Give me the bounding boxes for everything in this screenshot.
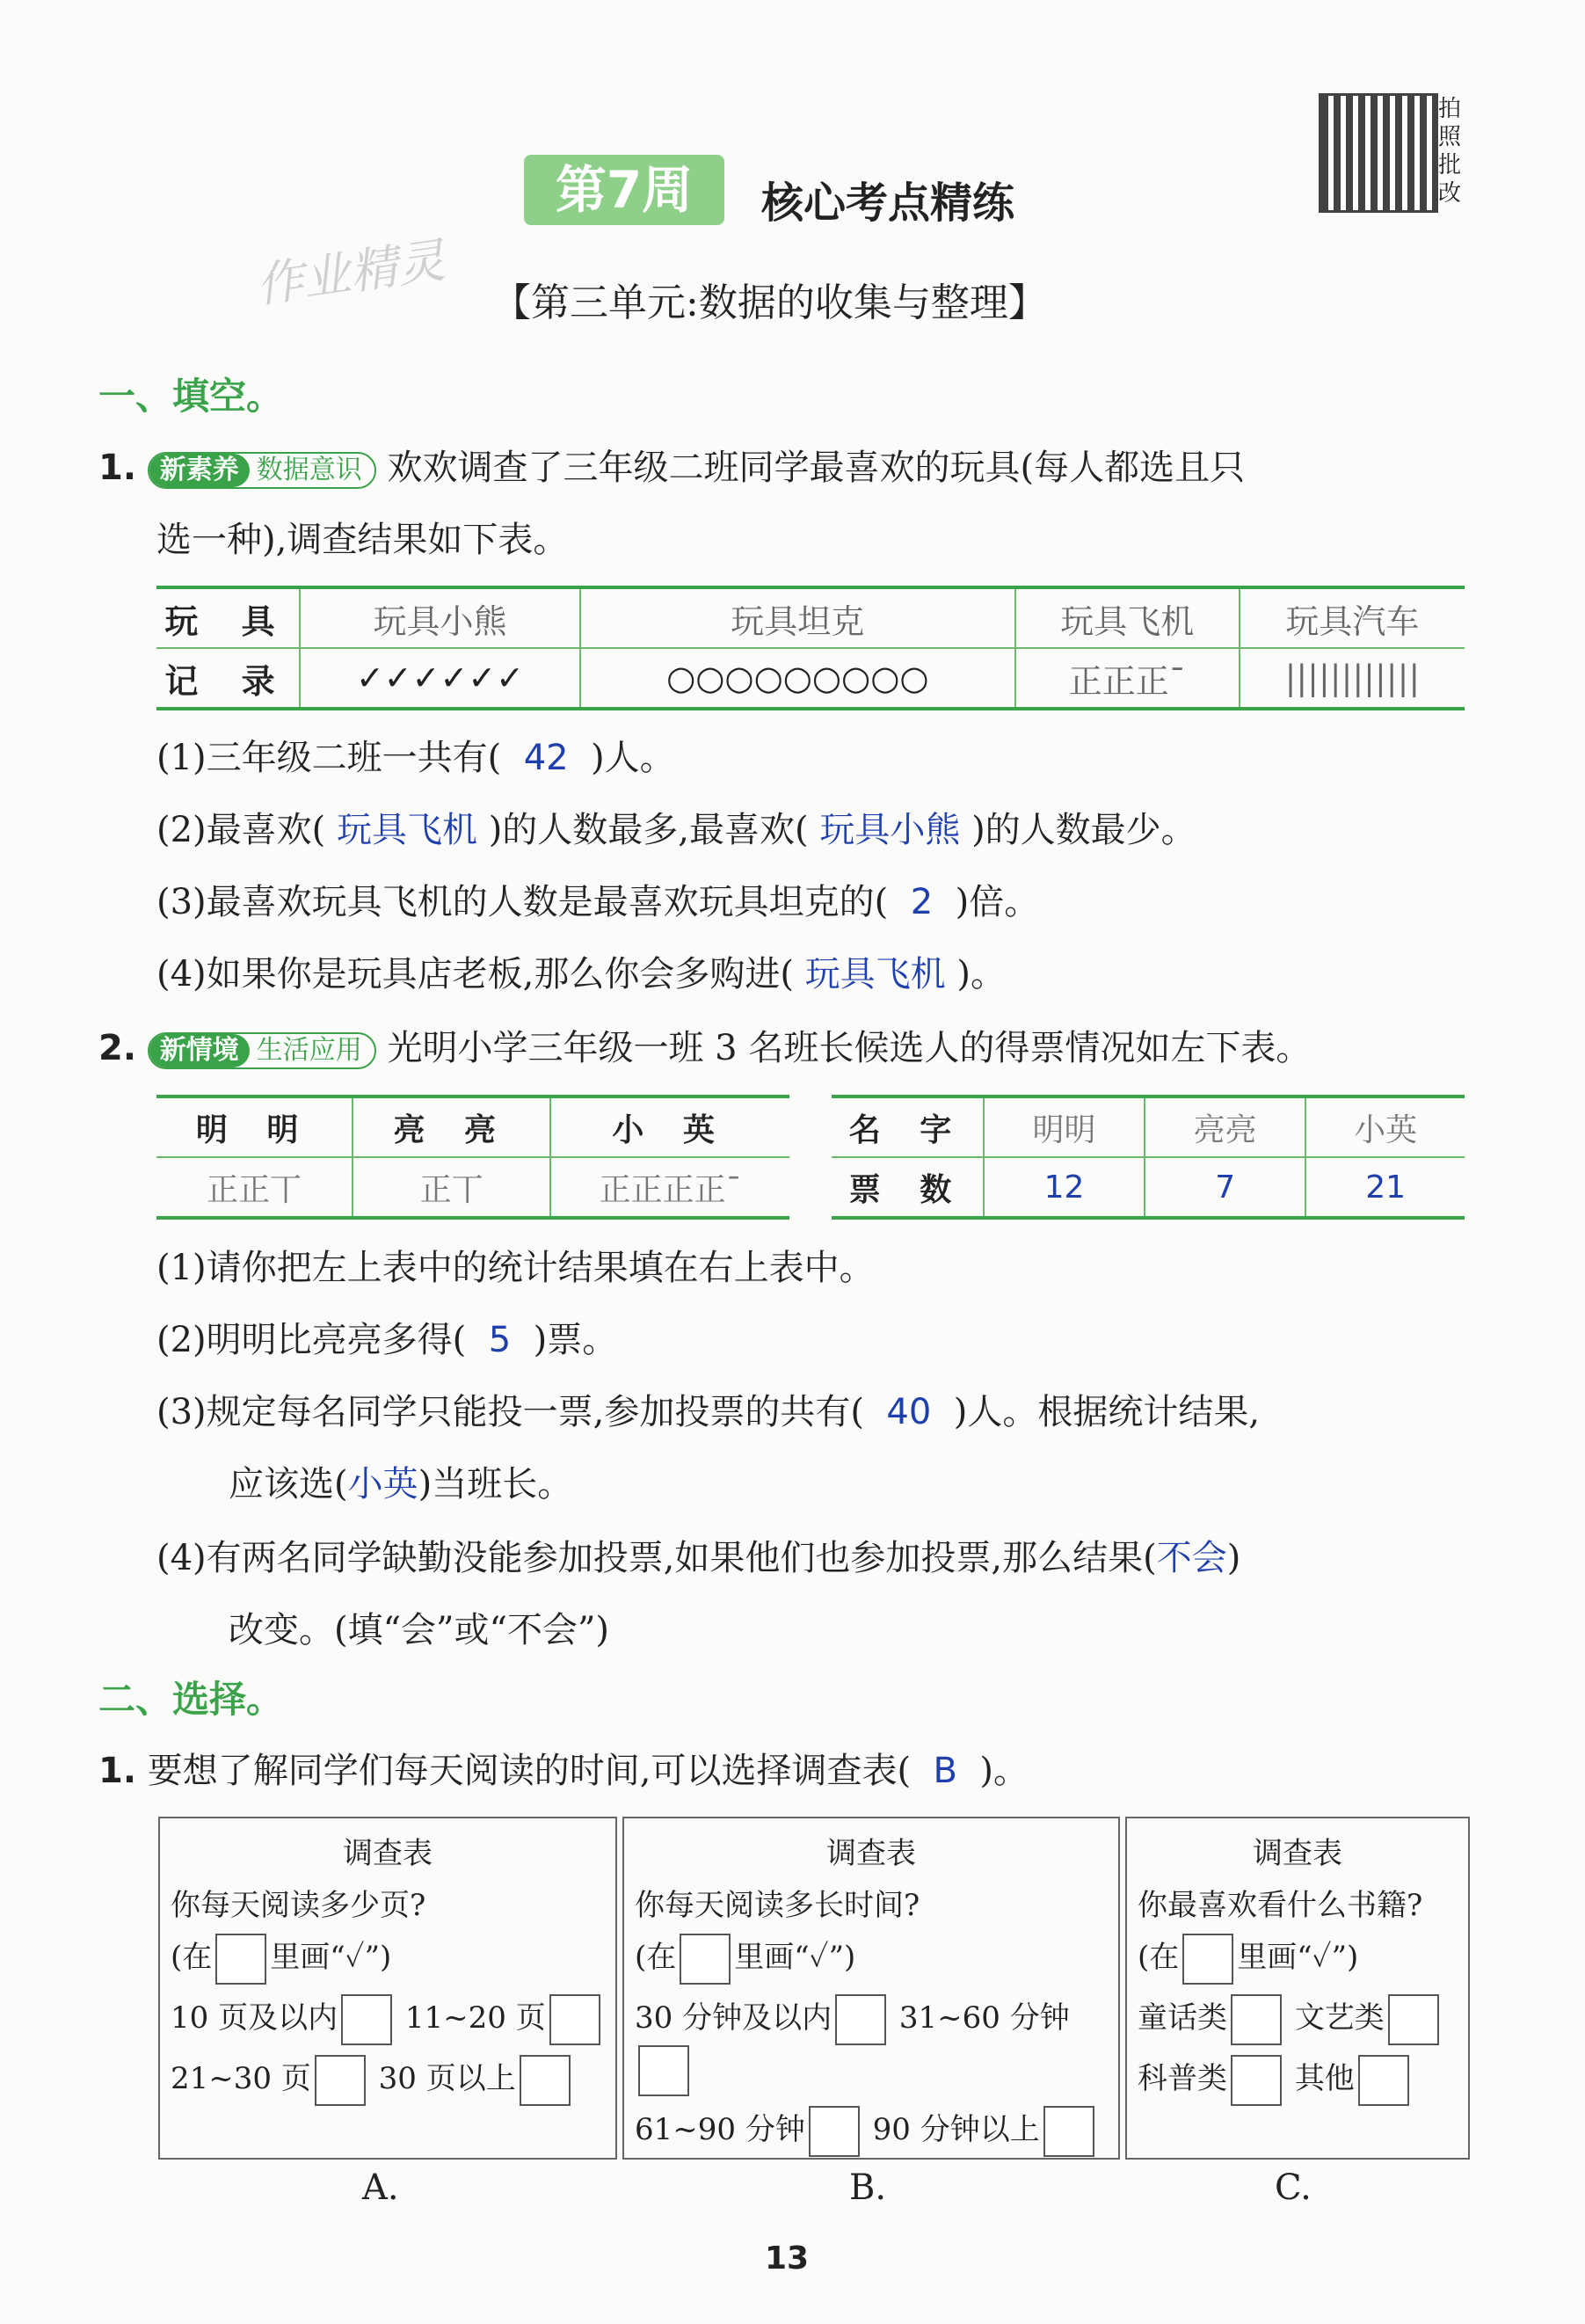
checkbox-icon <box>1231 2055 1282 2106</box>
candidate-name: 亮 亮 <box>353 1096 550 1157</box>
survey-question: 你每天阅读多少页? <box>171 1888 426 1923</box>
answer: 小英 <box>347 1464 418 1504</box>
checkbox-icon <box>835 1994 886 2045</box>
toy-record: ○○○○○○○○○ <box>580 648 1015 709</box>
survey-choices: 21~30 页 30 页以上 <box>171 2054 615 2106</box>
toy-name: 玩具小熊 <box>300 587 580 648</box>
vote-count: 7 <box>1145 1157 1305 1218</box>
survey-question: 你最喜欢看什么书籍? <box>1138 1888 1423 1923</box>
vote-count: 12 <box>984 1157 1145 1218</box>
survey-title: 调查表 <box>1253 1836 1342 1871</box>
toy-record: 正正正¯ <box>1015 648 1240 709</box>
vote-table-count-label: 票 数 <box>832 1157 984 1218</box>
candidate-tally: 正正正正¯ <box>550 1157 789 1218</box>
section2-title: 二、选择。 <box>98 1678 284 1721</box>
answer: 玩具小熊 <box>819 810 961 850</box>
page-title: 核心考点精练 <box>761 178 1015 228</box>
q1-sub1: (1)三年级二班一共有( 42 )人。 <box>156 738 675 778</box>
toy-name: 玩具飞机 <box>1015 587 1240 648</box>
candidate-name: 小 英 <box>550 1096 789 1157</box>
q2-tag-sub: 生活应用 <box>256 1035 362 1066</box>
survey-hint: (在 里画“✓”) <box>635 1933 1118 1985</box>
answer: B <box>933 1751 957 1791</box>
q1-line2: 选一种),调查结果如下表。 <box>156 520 569 560</box>
section1-title: 一、填空。 <box>98 375 284 418</box>
checkbox-icon <box>1182 1934 1233 1985</box>
tally-table <box>156 1095 789 1220</box>
toy-table-header-label: 玩 具 <box>156 587 300 648</box>
q2-tag <box>148 1032 376 1069</box>
vote-name: 明明 <box>984 1096 1145 1157</box>
checkbox-icon <box>809 2106 860 2157</box>
toy-record: ✓✓✓✓✓✓ <box>300 648 580 709</box>
survey-choices: 10 页及以内 11~20 页 <box>171 1993 615 2045</box>
q2-tag-main: 新情境 <box>149 1034 250 1067</box>
checkbox-icon <box>1388 1994 1439 2045</box>
survey-title: 调查表 <box>343 1836 433 1871</box>
survey-hint: (在 里画“✓”) <box>1138 1933 1468 1985</box>
toy-record: |||||||||||| <box>1240 648 1465 709</box>
q1-text1: 欢欢调查了三年级二班同学最喜欢的玩具(每人都选且只 <box>387 448 1246 488</box>
q2-number: 2. <box>98 1028 137 1068</box>
q2-line1 <box>98 1020 1311 1070</box>
toy-name: 玩具汽车 <box>1240 587 1465 648</box>
page-number: 13 <box>765 2240 810 2277</box>
answer: 玩具飞机 <box>336 810 477 850</box>
checkbox-icon <box>315 2055 366 2106</box>
q1-line1 <box>98 440 1245 490</box>
q1-tag-main: 新素养 <box>149 454 250 487</box>
checkbox-icon <box>520 2055 571 2106</box>
q1-sub3: (3)最喜欢玩具飞机的人数是最喜欢玩具坦克的( 2 )倍。 <box>156 882 1040 922</box>
checkbox-icon <box>1043 2106 1094 2157</box>
q1-number: 1. <box>98 448 137 488</box>
qr-side-text: 拍照批改 <box>1438 96 1462 207</box>
option-label-b: B. <box>849 2167 887 2208</box>
survey-choices: 童话类 文艺类 <box>1138 1993 1468 2045</box>
option-label-c: C. <box>1275 2167 1312 2208</box>
toy-table <box>156 586 1465 710</box>
answer: 不会 <box>1156 1538 1227 1578</box>
checkbox-icon <box>680 1934 731 1985</box>
answer: 42 <box>523 738 569 778</box>
checkbox-icon <box>1358 2055 1409 2106</box>
q1-tag-sub: 数据意识 <box>256 455 362 485</box>
vote-name: 小英 <box>1305 1096 1465 1157</box>
option-label-a: A. <box>362 2167 399 2208</box>
checkbox-icon <box>341 1994 392 2045</box>
survey-option-a <box>158 1817 617 2160</box>
answer: 40 <box>886 1392 932 1432</box>
answer: 玩具飞机 <box>804 954 946 994</box>
q2-sub2: (2)明明比亮亮多得( 5 )票。 <box>156 1320 618 1360</box>
survey-option-c <box>1125 1817 1470 2160</box>
toy-table-record-label: 记 录 <box>156 648 300 709</box>
q2-sub1: (1)请你把左上表中的统计结果填在右上表中。 <box>156 1248 875 1288</box>
vote-table <box>832 1095 1465 1220</box>
q2-sub4: (4)有两名同学缺勤没能参加投票,如果他们也参加投票,那么结果(不会) <box>156 1538 1241 1578</box>
q2-text: 光明小学三年级一班 3 名班长候选人的得票情况如左下表。 <box>387 1028 1312 1068</box>
answer: 5 <box>488 1320 512 1360</box>
survey-choices: 30 分钟及以内 31~60 分钟 <box>635 1993 1118 2096</box>
week-badge: 第7周 <box>524 155 724 225</box>
checkbox-icon <box>215 1934 266 1985</box>
survey-hint: (在 里画“✓”) <box>171 1933 615 1985</box>
q1-tag <box>148 452 376 489</box>
candidate-name: 明 明 <box>156 1096 353 1157</box>
checkbox-icon <box>638 2045 689 2096</box>
vote-table-name-label: 名 字 <box>832 1096 984 1157</box>
candidate-tally: 正丅 <box>353 1157 550 1218</box>
survey-option-b <box>622 1817 1120 2160</box>
survey-question: 你每天阅读多长时间? <box>635 1888 920 1923</box>
q2-sub4b: 改变。(填“会”或“不会”) <box>229 1610 610 1650</box>
candidate-tally: 正正丅 <box>156 1157 353 1218</box>
checkbox-icon <box>1231 1994 1282 2045</box>
s2-q1: 1. 要想了解同学们每天阅读的时间,可以选择调查表( B )。 <box>98 1751 1029 1791</box>
survey-choices: 61~90 分钟 90 分钟以上 <box>635 2105 1118 2157</box>
checkbox-icon <box>549 1994 600 2045</box>
survey-choices: 科普类 其他 <box>1138 2054 1468 2106</box>
answer: 2 <box>910 882 934 922</box>
vote-count: 21 <box>1305 1157 1465 1218</box>
unit-subtitle: 【第三单元:数据的收集与整理】 <box>492 280 1047 325</box>
q2-sub3b: 应该选(小英)当班长。 <box>229 1464 573 1504</box>
qr-code-icon <box>1319 93 1438 213</box>
vote-name: 亮亮 <box>1145 1096 1305 1157</box>
toy-name: 玩具坦克 <box>580 587 1015 648</box>
survey-title: 调查表 <box>826 1836 916 1871</box>
q1-sub4: (4)如果你是玩具店老板,那么你会多购进( 玩具飞机 )。 <box>156 954 1007 994</box>
q2-sub3: (3)规定每名同学只能投一票,参加投票的共有( 40 )人。根据统计结果, <box>156 1392 1261 1432</box>
watermark: 作业精灵 <box>252 232 448 314</box>
q1-sub2: (2)最喜欢( 玩具飞机 )的人数最多,最喜欢( 玩具小熊 )的人数最少。 <box>156 810 1196 850</box>
